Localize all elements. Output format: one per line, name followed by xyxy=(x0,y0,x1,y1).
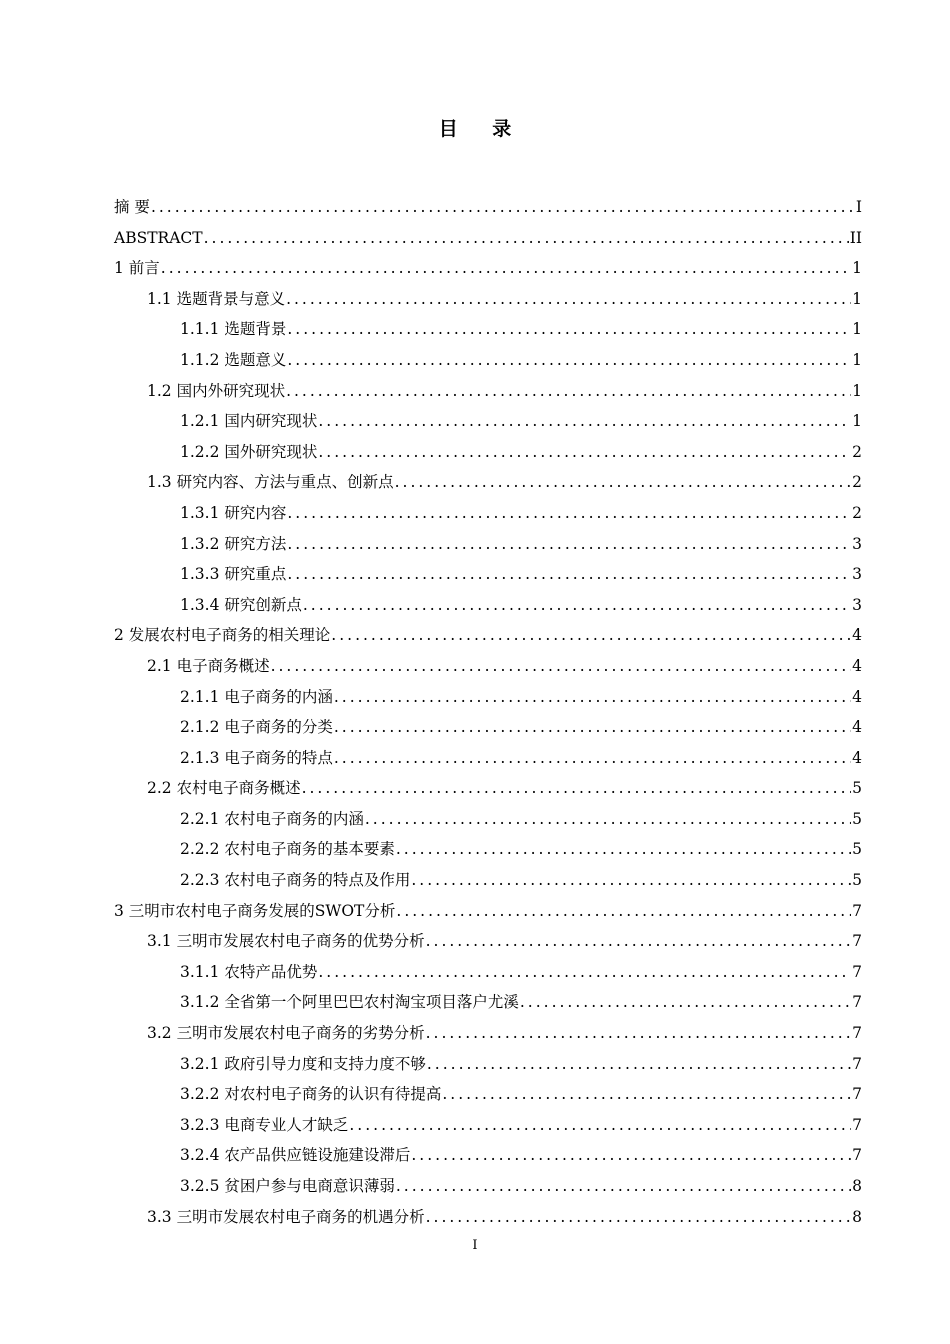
toc-entry[interactable] xyxy=(114,192,862,223)
toc-entry[interactable] xyxy=(114,590,862,621)
toc-entry-page: 5 xyxy=(852,840,862,859)
toc-entry-title: 3.2.4 农产品供应链设施建设滞后 xyxy=(180,1146,411,1165)
toc-entry-title: 1.1 选题背景与意义 xyxy=(147,289,286,308)
toc-entry[interactable] xyxy=(114,1110,862,1141)
toc-entry[interactable] xyxy=(114,1171,862,1202)
toc-entry[interactable] xyxy=(114,559,862,590)
toc-entry-title: 3.1.1 农特产品优势 xyxy=(180,962,318,981)
toc-entry-page: 4 xyxy=(852,626,862,645)
toc-entry[interactable] xyxy=(114,1018,862,1049)
toc-entry[interactable] xyxy=(114,284,862,315)
toc-entry-page: 3 xyxy=(852,595,862,614)
toc-leader-dots xyxy=(520,987,851,1018)
toc-entry-page: 1 xyxy=(852,289,862,308)
toc-entry[interactable] xyxy=(114,834,862,865)
toc-entry[interactable] xyxy=(114,437,862,468)
toc-entry[interactable] xyxy=(114,773,862,804)
toc-entry-page: 7 xyxy=(852,962,862,981)
toc-leader-dots xyxy=(287,314,851,345)
toc-entry-page: 2 xyxy=(852,442,862,461)
toc-entry-page: 1 xyxy=(852,320,862,339)
toc-entry-title: 1.2 国内外研究现状 xyxy=(147,381,286,400)
toc-entry-title: 3.2.1 政府引导力度和支持力度不够 xyxy=(180,1054,426,1073)
toc-entry-title: 2.1.2 电子商务的分类 xyxy=(180,718,333,737)
toc-entry[interactable] xyxy=(114,467,862,498)
toc-leader-dots xyxy=(427,1049,851,1080)
toc-leader-dots xyxy=(303,590,851,621)
toc-entry-title: 1.1.2 选题意义 xyxy=(180,350,287,369)
toc-leader-dots xyxy=(395,467,852,498)
toc-leader-dots xyxy=(411,1140,851,1171)
toc-entry[interactable] xyxy=(114,743,862,774)
toc-entry-title: 3.3 三明市发展农村电子商务的机遇分析 xyxy=(147,1207,425,1226)
table-of-contents xyxy=(114,192,862,1232)
toc-entry-page: 7 xyxy=(852,1085,862,1104)
toc-entry[interactable] xyxy=(114,712,862,743)
toc-entry[interactable] xyxy=(114,498,862,529)
toc-entry[interactable] xyxy=(114,1079,862,1110)
toc-entry-title: 3.2.2 对农村电子商务的认识有待提高 xyxy=(180,1085,442,1104)
toc-leader-dots xyxy=(365,804,851,835)
toc-leader-dots xyxy=(204,223,849,254)
toc-entry-page: 3 xyxy=(852,534,862,553)
toc-entry-page: I xyxy=(855,198,862,216)
toc-entry-title: 摘 要 xyxy=(114,198,150,216)
toc-entry-title: 2.2.3 农村电子商务的特点及作用 xyxy=(180,871,411,890)
toc-entry-page: 4 xyxy=(852,718,862,737)
toc-entry-page: 8 xyxy=(852,1207,862,1226)
toc-entry[interactable] xyxy=(114,1049,862,1080)
toc-entry[interactable] xyxy=(114,1140,862,1171)
toc-leader-dots xyxy=(426,1018,852,1049)
toc-entry-page: 3 xyxy=(852,565,862,584)
toc-leader-dots xyxy=(286,376,851,407)
toc-entry-title: 1.2.1 国内研究现状 xyxy=(180,412,318,431)
toc-entry-title: 1.2.2 国外研究现状 xyxy=(180,442,318,461)
toc-entry-page: 7 xyxy=(852,901,862,920)
toc-leader-dots xyxy=(334,682,851,713)
toc-leader-dots xyxy=(286,284,851,315)
toc-entry[interactable] xyxy=(114,529,862,560)
toc-leader-dots xyxy=(287,345,851,376)
toc-entry-title: 1 前言 xyxy=(114,259,160,278)
toc-entry-page: 1 xyxy=(852,259,862,278)
toc-entry-page: 7 xyxy=(852,1054,862,1073)
toc-entry-page: 5 xyxy=(852,871,862,890)
toc-leader-dots xyxy=(331,620,851,651)
toc-leader-dots xyxy=(411,865,851,896)
toc-entry-title: 1.3.1 研究内容 xyxy=(180,503,287,522)
toc-entry-title: 2.2.2 农村电子商务的基本要素 xyxy=(180,840,395,859)
toc-entry-page: 7 xyxy=(852,932,862,951)
toc-entry[interactable] xyxy=(114,804,862,835)
toc-leader-dots xyxy=(349,1110,851,1141)
toc-entry[interactable] xyxy=(114,957,862,988)
toc-leader-dots xyxy=(302,773,852,804)
toc-entry-page: 2 xyxy=(852,503,862,522)
toc-entry[interactable] xyxy=(114,376,862,407)
toc-entry-page: 5 xyxy=(852,779,862,798)
toc-entry-title: 3.2.5 贫困户参与电商意识薄弱 xyxy=(180,1177,395,1195)
toc-entry-title: ABSTRACT xyxy=(114,228,203,247)
toc-entry-title: 3.2 三明市发展农村电子商务的劣势分析 xyxy=(147,1024,425,1043)
toc-entry-page: 7 xyxy=(852,993,862,1012)
toc-entry[interactable] xyxy=(114,1202,862,1233)
page-title: 目 录 xyxy=(438,118,526,140)
toc-entry-title: 2.2 农村电子商务概述 xyxy=(147,779,301,798)
toc-leader-dots xyxy=(334,712,851,743)
toc-leader-dots xyxy=(161,253,851,284)
toc-leader-dots xyxy=(287,529,851,560)
toc-leader-dots xyxy=(396,834,851,865)
toc-entry-page: II xyxy=(849,228,862,247)
toc-entry[interactable] xyxy=(114,926,862,957)
toc-entry-title: 1.1.1 选题背景 xyxy=(180,320,287,339)
toc-entry-title: 2 发展农村电子商务的相关理论 xyxy=(114,626,331,645)
toc-entry-title: 1.3 研究内容、方法与重点、创新点 xyxy=(147,473,394,492)
toc-entry-page: 4 xyxy=(852,656,862,675)
toc-leader-dots xyxy=(287,498,851,529)
toc-entry-title: 2.1 电子商务概述 xyxy=(147,656,270,675)
toc-entry-page: 1 xyxy=(852,412,862,431)
toc-leader-dots xyxy=(442,1079,851,1110)
toc-entry-page: 4 xyxy=(852,687,862,706)
toc-entry[interactable] xyxy=(114,223,862,254)
toc-entry-title: 2.1.3 电子商务的特点 xyxy=(180,748,333,767)
toc-entry[interactable] xyxy=(114,865,862,896)
toc-leader-dots xyxy=(426,926,852,957)
toc-entry-page: 7 xyxy=(852,1024,862,1043)
footer-page-number: I xyxy=(472,1238,478,1253)
toc-entry-title: 1.3.3 研究重点 xyxy=(180,565,287,584)
toc-leader-dots xyxy=(318,437,851,468)
toc-entry[interactable] xyxy=(114,651,862,682)
toc-entry-page: 7 xyxy=(852,1115,862,1134)
toc-entry-title: 2.1.1 电子商务的内涵 xyxy=(180,687,333,706)
toc-entry-title: 3.2.3 电商专业人才缺乏 xyxy=(180,1115,349,1134)
toc-entry-page: 1 xyxy=(852,381,862,400)
toc-entry-title: 2.2.1 农村电子商务的内涵 xyxy=(180,809,364,828)
toc-leader-dots xyxy=(396,1171,851,1202)
toc-entry-page: 1 xyxy=(852,350,862,369)
toc-entry-page: 4 xyxy=(852,748,862,767)
toc-entry[interactable] xyxy=(114,314,862,345)
toc-leader-dots xyxy=(318,406,851,437)
toc-entry-page: 8 xyxy=(852,1177,862,1195)
toc-leader-dots xyxy=(151,192,855,223)
toc-entry[interactable] xyxy=(114,620,862,651)
toc-leader-dots xyxy=(396,896,851,927)
toc-entry-page: 5 xyxy=(852,809,862,828)
toc-entry[interactable] xyxy=(114,896,862,927)
toc-entry[interactable] xyxy=(114,253,862,284)
toc-entry-title: 3.1.2 全省第一个阿里巴巴农村淘宝项目落户尤溪 xyxy=(180,993,519,1012)
toc-entry-title: 1.3.4 研究创新点 xyxy=(180,595,302,614)
toc-entry[interactable] xyxy=(114,406,862,437)
toc-entry-page: 2 xyxy=(852,473,862,492)
toc-leader-dots xyxy=(334,743,851,774)
toc-entry-page: 7 xyxy=(852,1146,862,1165)
toc-leader-dots xyxy=(287,559,851,590)
toc-entry[interactable] xyxy=(114,682,862,713)
toc-entry[interactable] xyxy=(114,987,862,1018)
toc-leader-dots xyxy=(426,1202,852,1233)
toc-entry-title: 3 三明市农村电子商务发展的SWOT分析 xyxy=(114,901,396,920)
toc-leader-dots xyxy=(318,957,851,988)
toc-entry-title: 3.1 三明市发展农村电子商务的优势分析 xyxy=(147,932,425,951)
toc-entry[interactable] xyxy=(114,345,862,376)
toc-entry-title: 1.3.2 研究方法 xyxy=(180,534,287,553)
toc-leader-dots xyxy=(271,651,852,682)
